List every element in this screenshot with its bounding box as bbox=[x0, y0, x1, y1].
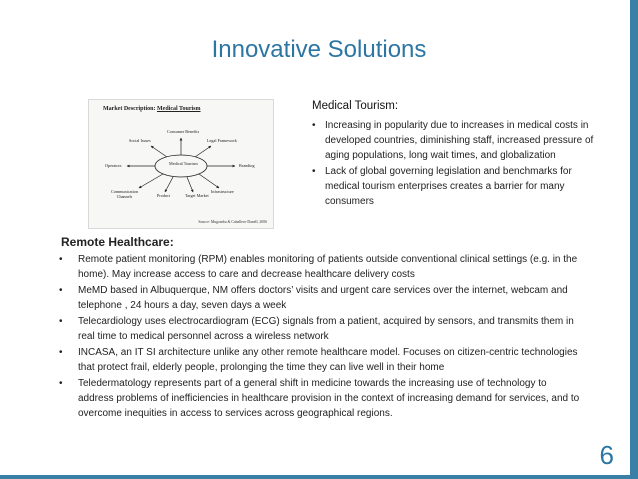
arrow-communication bbox=[139, 174, 163, 188]
arrow-target-market bbox=[187, 177, 193, 192]
label-branding: Branding bbox=[239, 163, 255, 168]
label-legal-framework: Legal Framework bbox=[207, 138, 237, 143]
medical-tourism-section bbox=[312, 100, 594, 210]
label-consumer-benefits: Consumer Benefits bbox=[167, 129, 200, 134]
arrow-product bbox=[165, 177, 173, 192]
remote-healthcare-heading: Remote Healthcare: bbox=[61, 235, 174, 249]
accent-bar-bottom bbox=[0, 475, 638, 479]
medical-tourism-list bbox=[312, 118, 594, 209]
label-communication-channels: Communication Channels bbox=[111, 189, 138, 199]
label-target-market: Target Market bbox=[185, 193, 209, 198]
remote-healthcare-list bbox=[61, 252, 581, 421]
page-number: 6 bbox=[599, 440, 614, 470]
list-item: • INCASA, an IT SI architecture unlike any other remote healthcare model. Focuses on citizen-centric technologies that protect frail, elderly people, prolonging the time they can live well in their home bbox=[60, 345, 581, 375]
list-item: • Lack of global governing legislation and benchmarks for medical tourism enterprises creates a barrier for many consumers bbox=[312, 164, 594, 209]
diagram-source: Source: Mugomba & Caballero-Danell, 2006 bbox=[198, 220, 267, 224]
label-operators: Operators bbox=[105, 163, 122, 168]
diagram-title-prefix: Market Description: bbox=[103, 106, 157, 112]
label-infrastructure: Infrastructure bbox=[211, 189, 234, 194]
medical-tourism-diagram bbox=[88, 99, 274, 229]
arrow-infrastructure bbox=[199, 174, 219, 188]
arrow-social-issues bbox=[151, 146, 167, 157]
list-item: • Remote patient monitoring (RPM) enables monitoring of patients outside conventional clinical settings (e.g. in the home). May increase access to care and decrease healthcare delivery costs bbox=[60, 252, 581, 282]
diagram-title-topic: Medical Tourism bbox=[157, 106, 201, 112]
list-item: • Telecardiology uses electrocardiogram (ECG) signals from a patient, acquired by sensors, and transmits them in real time to medical personnel across a wireless network bbox=[60, 314, 581, 344]
arrow-legal-framework bbox=[195, 146, 211, 157]
medical-tourism-heading: Medical Tourism: bbox=[312, 100, 399, 112]
accent-bar-right bbox=[630, 0, 638, 479]
remote-healthcare-section bbox=[61, 235, 581, 422]
label-social-issues: Social Issues bbox=[129, 138, 151, 143]
list-item: • MeMD based in Albuquerque, NM offers doctors’ visits and urgent care services over the internet, webcam and telephone , 24 hours a day, seven days a week bbox=[60, 283, 581, 313]
slide-title: Innovative Solutions bbox=[211, 36, 427, 63]
label-product: Product bbox=[157, 193, 171, 198]
list-item: • Increasing in popularity due to increases in medical costs in developed countries, diminishing staff, increased pressure of aging populations, long wait times, and globalization bbox=[312, 118, 594, 163]
center-label: Medical Tourism bbox=[169, 161, 198, 166]
list-item: • Teledermatology represents part of a general shift in medicine towards the increasing use of technology to address problems of inefficiencies in healthcare provision in the context of increasing demand for services, and to overcome inequities in access to services across geographical regions. bbox=[60, 376, 581, 421]
